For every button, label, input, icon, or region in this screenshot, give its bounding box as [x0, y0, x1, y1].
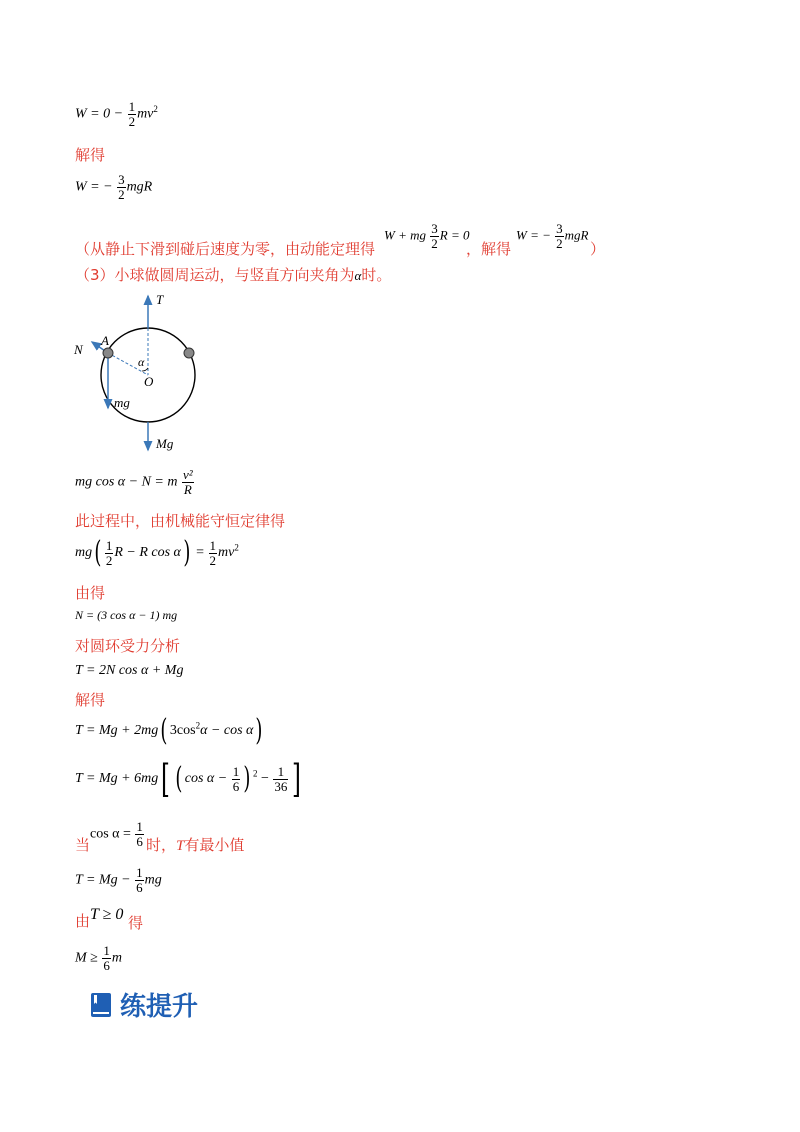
- when-text: 当: [75, 836, 91, 854]
- by-text: 由: [75, 912, 91, 930]
- solve-label-2: 解得: [75, 691, 106, 709]
- note-open-text: （从静止下滑到碰后速度为零，由动能定理得: [75, 240, 376, 258]
- label-n: N: [74, 342, 83, 357]
- equation-tension-2: T = Mg + 2mg( $3\cos^2\alpha - \cos \alpha$): [75, 713, 263, 748]
- from-text: 由得: [75, 584, 106, 602]
- when-equation: cos α = $\frac{1}{6}$: [90, 819, 143, 849]
- force-diagram: [70, 290, 210, 460]
- note-mid-text: ，解得: [466, 240, 512, 258]
- equation-tension-1: T = 2N cos α + Mg: [75, 663, 184, 678]
- note-equation-2: W = − $\frac{3}{2}$ mgR: [516, 221, 589, 251]
- note-close-text: ）: [590, 240, 606, 258]
- equation-work-1: W = 0 − $\frac{1}{2}$ $mv^2$: [75, 99, 158, 129]
- section-title: 练提升: [120, 992, 199, 1022]
- when-tail-text: 时，T有最小值: [146, 836, 245, 854]
- equation-circular: mg cos α − N = m $\frac{\text{v²}}{R}$: [75, 467, 193, 497]
- equation-mass: M ≥ $\frac{1}{6}$ m: [75, 943, 122, 973]
- section-heading: [90, 986, 198, 1023]
- equation-energy: mg( $\frac{1}{2}$ R − R cos α) = $\frac{1}{2}$ $mv^2$: [75, 535, 239, 570]
- equation-tension-3: T = Mg + 6mg[ ( cos α − $\frac{1}{6}$ ) $^2$ − $\frac{1}{36}$ ]: [75, 757, 302, 801]
- ball-b: [184, 348, 194, 358]
- label-a: A: [101, 333, 109, 348]
- by-tail-text: 得: [128, 914, 144, 932]
- equation-tension-min: T = Mg − $\frac{1}{6}$ mg: [75, 865, 162, 895]
- label-o: O: [144, 374, 154, 389]
- energy-text: 此过程中，由机械能守恒定律得: [75, 512, 286, 530]
- label-alpha: α: [138, 355, 145, 369]
- ball-a: [103, 348, 113, 358]
- equation-normal: N = (3 cos α − 1) mg: [75, 608, 178, 622]
- ring-analysis-text: 对圆环受力分析: [75, 637, 181, 655]
- equation-work-2: W = − $\frac{3}{2}$ mgR: [75, 172, 153, 202]
- part3-text: （3）小球做圆周运动，与竖直方向夹角为α时。: [75, 266, 392, 284]
- note-equation-1: W + mg $\frac{3}{2}$ R = 0: [384, 221, 470, 251]
- label-Mg: Mg: [156, 436, 174, 451]
- book-icon: [90, 992, 112, 1018]
- label-t: T: [156, 292, 164, 307]
- solve-label-1: 解得: [75, 146, 106, 164]
- label-mg: mg: [114, 395, 130, 410]
- by-equation: T ≥ 0: [90, 906, 124, 923]
